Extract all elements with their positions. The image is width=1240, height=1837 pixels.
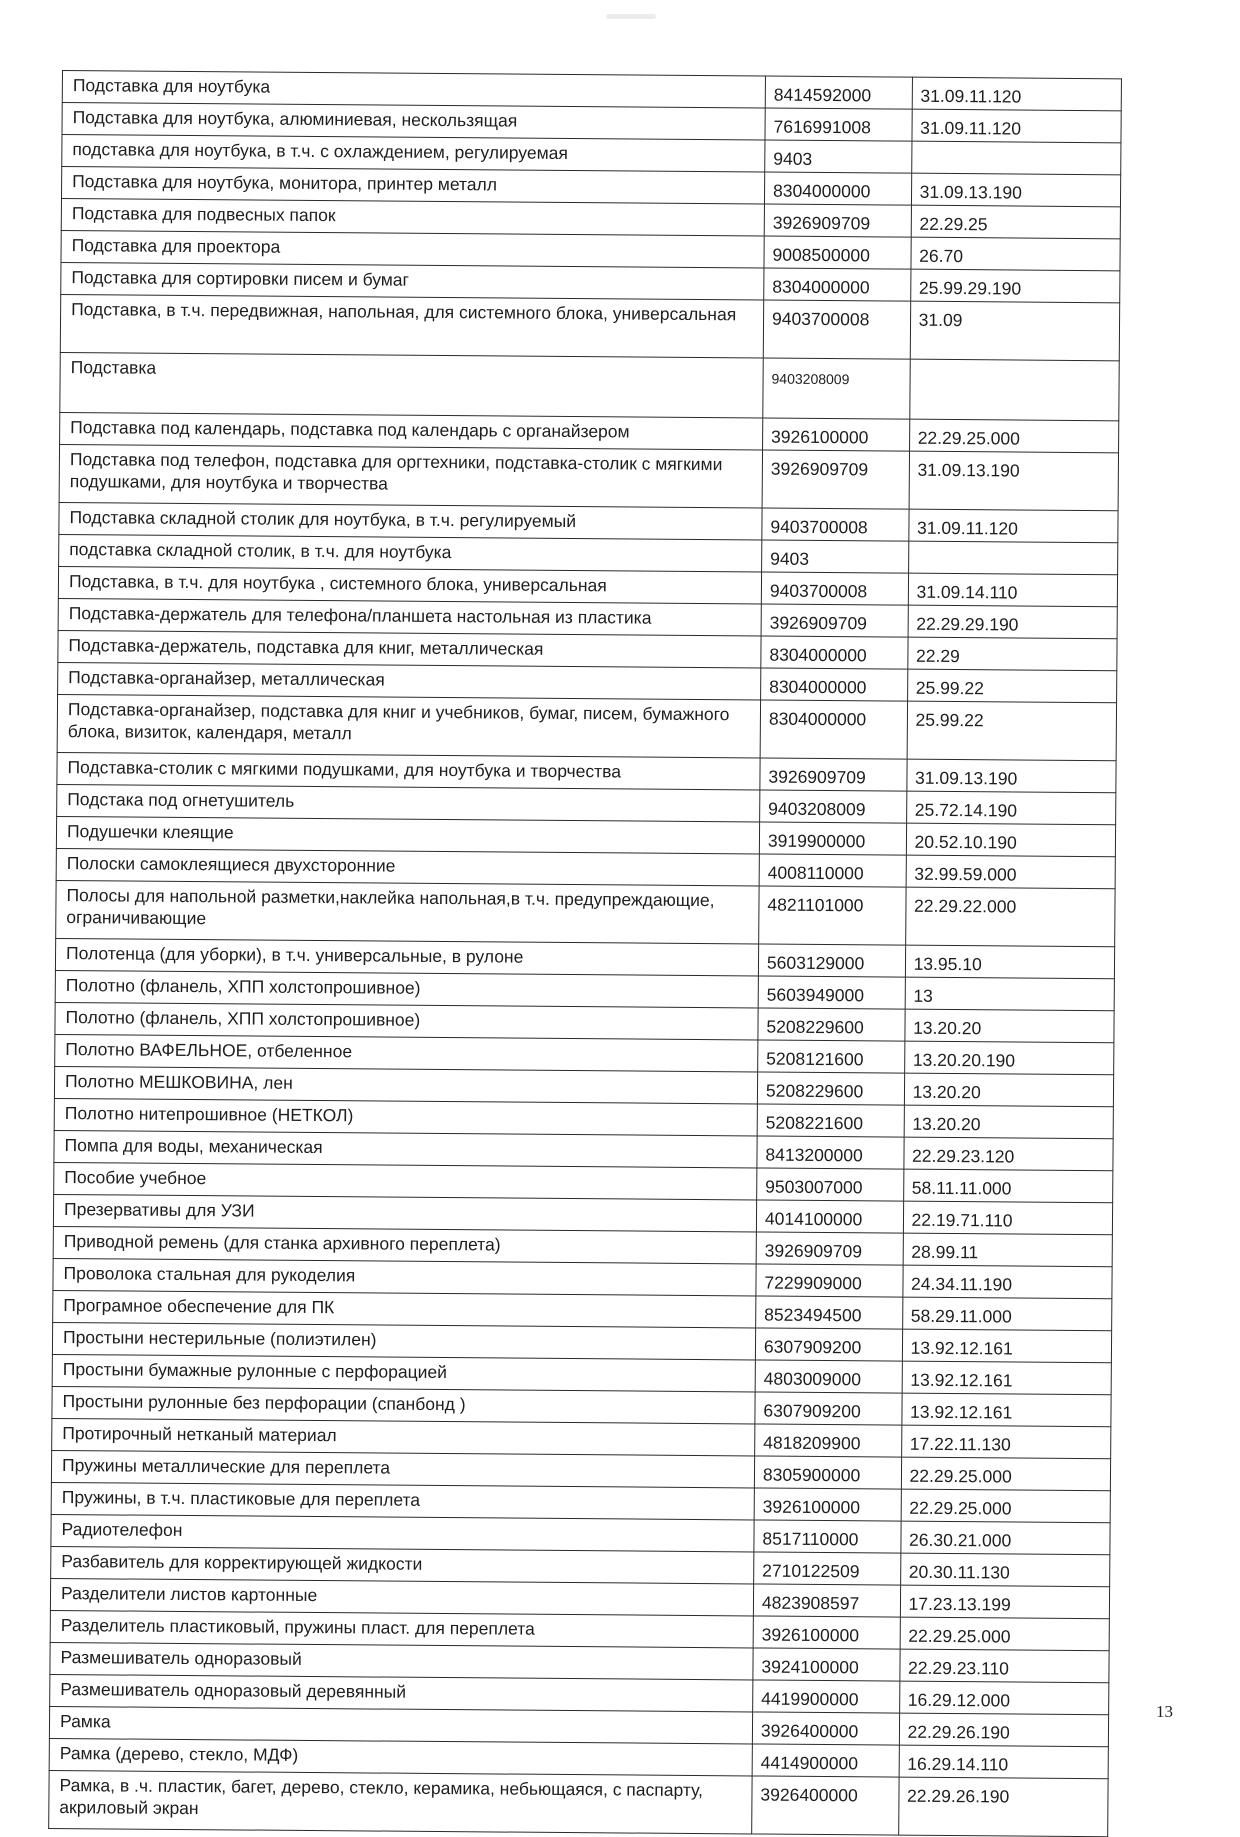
tnved-code-cell: 6307909200 — [755, 1392, 902, 1425]
okpd-code-cell: 31.09.13.190 — [909, 451, 1119, 511]
tnved-code-cell: 3926909709 — [761, 604, 908, 637]
tnved-code-cell: 9403 — [765, 140, 912, 173]
page-number: 13 — [1156, 1702, 1173, 1721]
okpd-code-cell: 22.29.25.000 — [901, 1457, 1111, 1491]
okpd-code-cell: 22.29.26.190 — [898, 1777, 1108, 1837]
item-name-cell: Подставка-держатель для телефона/планшета настольная из пластика — [58, 598, 761, 636]
okpd-code-cell: 22.29.25.000 — [900, 1617, 1110, 1651]
tnved-code-cell: 9403700008 — [761, 572, 908, 605]
item-name-cell: Радиотелефон — [51, 1514, 754, 1552]
tnved-code-cell: 9503007000 — [757, 1168, 904, 1201]
okpd-code-cell: 26.70 — [911, 237, 1121, 271]
tnved-code-cell: 8305900000 — [754, 1456, 901, 1489]
okpd-code-cell: 25.99.29.190 — [910, 269, 1120, 303]
item-name-cell: Рамка (дерево, стекло, МДФ) — [49, 1738, 752, 1776]
tnved-code-cell: 5208121600 — [758, 1040, 905, 1073]
tnved-code-cell: 3926400000 — [752, 1776, 899, 1835]
okpd-code-cell: 13 — [905, 977, 1115, 1011]
tnved-code-cell: 5603129000 — [758, 944, 905, 977]
table-row — [57, 694, 1116, 760]
table-body — [49, 71, 1122, 1837]
item-name-cell: Простыни бумажные рулонные с перфорацией — [52, 1354, 755, 1392]
tnved-code-cell: 3926100000 — [754, 1488, 901, 1521]
item-name-cell: Пособие учебное — [54, 1162, 757, 1200]
okpd-code-cell: 13.92.12.161 — [902, 1329, 1112, 1363]
okpd-code-cell: 13.92.12.161 — [901, 1393, 1111, 1427]
okpd-code-cell: 58.11.11.000 — [903, 1169, 1113, 1203]
tnved-code-cell: 8517110000 — [754, 1520, 901, 1553]
item-name-cell: Подставка для ноутбука, монитора, принтер металл — [61, 167, 764, 205]
okpd-code-cell: 31.09.11.120 — [908, 509, 1118, 543]
item-name-cell: Полотно ВАФЕЛЬНОЕ, отбеленное — [55, 1034, 758, 1072]
item-name-cell: Презервативы для УЗИ — [53, 1194, 756, 1232]
okpd-code-cell: 25.99.22 — [907, 669, 1117, 703]
item-name-cell: подставка для ноутбука, в т.ч. с охлаждением, регулируемая — [62, 135, 765, 173]
tnved-code-cell: 7229909000 — [756, 1264, 903, 1297]
okpd-code-cell: 20.52.10.190 — [906, 823, 1116, 857]
tnved-code-cell: 4419900000 — [753, 1680, 900, 1713]
item-name-cell: Пружины, в т.ч. пластиковые для переплета — [51, 1482, 754, 1520]
tnved-code-cell: 4803009000 — [755, 1360, 902, 1393]
okpd-code-cell: 22.29.25.000 — [909, 419, 1119, 453]
item-name-cell: Рамка, в .ч. пластик, багет, дерево, стекло, керамика, небьющаяся, с паспарту, акриловый экран — [49, 1770, 752, 1834]
item-name-cell: Програмное обеспечение для ПК — [53, 1290, 756, 1328]
okpd-code-cell: 31.09.13.190 — [911, 173, 1121, 207]
product-code-table-wrapper — [48, 70, 1122, 1837]
item-name-cell: Подставка складной столик для ноутбука, в т.ч. регулируемый — [59, 502, 762, 540]
tnved-code-cell: 4818209900 — [755, 1424, 902, 1457]
okpd-code-cell: 13.20.20.190 — [904, 1041, 1114, 1075]
okpd-code-cell: 17.23.13.199 — [900, 1585, 1110, 1619]
okpd-code-cell: 31.09.11.120 — [912, 109, 1122, 143]
okpd-code-cell: 26.30.21.000 — [900, 1521, 1110, 1555]
scan-artifact — [606, 14, 656, 19]
okpd-code-cell: 22.29.25.000 — [901, 1489, 1111, 1523]
table-row — [60, 294, 1119, 360]
okpd-code-cell: 13.95.10 — [905, 945, 1115, 979]
okpd-code-cell: 24.34.11.190 — [902, 1265, 1112, 1299]
okpd-code-cell: 22.29.26.190 — [899, 1713, 1109, 1747]
okpd-code-cell: 16.29.12.000 — [899, 1681, 1109, 1715]
tnved-code-cell: 5208229600 — [757, 1072, 904, 1105]
item-name-cell: Полосы для напольной разметки,наклейка напольная,в т.ч. предупреждающие, ограничивающие — [56, 880, 759, 944]
item-name-cell: Подставка под календарь, подставка под календарь с органайзером — [60, 412, 763, 450]
tnved-code-cell: 9403 — [762, 540, 909, 573]
item-name-cell: Подставка-столик с мягкими подушками, для ноутбука и творчества — [57, 752, 760, 790]
okpd-code-cell: 20.30.11.130 — [900, 1553, 1110, 1587]
tnved-code-cell: 4014100000 — [756, 1200, 903, 1233]
tnved-code-cell: 4821101000 — [759, 886, 906, 945]
item-name-cell: Простыни рулонные без перфорации (спанбонд ) — [52, 1386, 755, 1424]
okpd-code-cell: 22.19.71.110 — [903, 1201, 1113, 1235]
item-name-cell: Подставка-держатель, подставка для книг, металлическая — [58, 630, 761, 668]
tnved-code-cell: 8304000000 — [760, 700, 907, 759]
item-name-cell: Подставка для ноутбука — [62, 71, 765, 109]
table-row — [60, 352, 1119, 420]
item-name-cell: Протирочный нетканый материал — [52, 1418, 755, 1456]
tnved-code-cell: 9403208009 — [760, 790, 907, 823]
item-name-cell: Разделитель пластиковый, пружины пласт. для переплета — [50, 1610, 753, 1648]
tnved-code-cell: 3924100000 — [753, 1648, 900, 1681]
item-name-cell: Простыни нестерильные (полиэтилен) — [52, 1322, 755, 1360]
tnved-code-cell: 5603949000 — [758, 976, 905, 1009]
item-name-cell: Подставка-органайзер, подставка для книг и учебников, бумаг, писем, бумажного блока, визиток, календаря, металл — [57, 694, 760, 758]
okpd-code-cell — [909, 359, 1119, 421]
tnved-code-cell: 4414900000 — [752, 1744, 899, 1777]
tnved-code-cell: 8304000000 — [764, 268, 911, 301]
item-name-cell: Разделители листов картонные — [50, 1578, 753, 1616]
okpd-code-cell — [908, 541, 1118, 575]
okpd-code-cell: 31.09.13.190 — [906, 759, 1116, 793]
okpd-code-cell: 31.09.14.110 — [908, 573, 1118, 607]
okpd-code-cell: 58.29.11.000 — [902, 1297, 1112, 1331]
tnved-code-cell: 8523494500 — [756, 1296, 903, 1329]
item-name-cell: Подставка под телефон, подставка для оргтехники, подставка-столик с мягкими подушками, для ноутбука и творчества — [59, 444, 762, 508]
item-name-cell: Разбавитель для корректирующей жидкости — [51, 1546, 754, 1584]
okpd-code-cell: 13.92.12.161 — [902, 1361, 1112, 1395]
product-code-table — [48, 70, 1122, 1837]
item-name-cell: Полотно МЕШКОВИНА, лен — [54, 1066, 757, 1104]
okpd-code-cell: 17.22.11.130 — [901, 1425, 1111, 1459]
okpd-code-cell: 31.09.11.120 — [912, 77, 1122, 111]
tnved-code-cell: 9403700008 — [763, 300, 910, 359]
tnved-code-cell: 7616991008 — [765, 108, 912, 141]
item-name-cell: Полоски самоклеящиеся двухсторонние — [56, 848, 759, 886]
tnved-code-cell: 5208229600 — [758, 1008, 905, 1041]
table-row — [59, 444, 1118, 510]
tnved-code-cell: 8414592000 — [765, 76, 912, 109]
item-name-cell: Помпа для воды, механическая — [54, 1130, 757, 1168]
tnved-code-cell: 3926100000 — [762, 418, 909, 451]
item-name-cell: Рамка — [49, 1706, 752, 1744]
tnved-code-cell: 5208221600 — [757, 1104, 904, 1137]
item-name-cell: Полотно (фланель, ХПП холстопрошивное) — [55, 970, 758, 1008]
tnved-code-cell: 3926909709 — [762, 450, 909, 509]
tnved-code-cell: 9403700008 — [762, 508, 909, 541]
okpd-code-cell: 25.99.22 — [907, 701, 1117, 761]
item-name-cell: Подстака под огнетушитель — [57, 784, 760, 822]
okpd-code-cell: 22.29.22.000 — [905, 887, 1115, 947]
tnved-code-cell: 2710122509 — [754, 1552, 901, 1585]
tnved-code-cell: 8413200000 — [757, 1136, 904, 1169]
item-name-cell: Полотно нитепрошивное (НЕТКОЛ) — [54, 1098, 757, 1136]
okpd-code-cell — [911, 141, 1121, 175]
okpd-code-cell: 32.99.59.000 — [906, 855, 1116, 889]
item-name-cell: Подставка, в т.ч. для ноутбука , системного блока, универсальная — [58, 566, 761, 604]
tnved-code-cell: 3926400000 — [752, 1712, 899, 1745]
okpd-code-cell: 13.20.20 — [905, 1009, 1115, 1043]
item-name-cell: Подставка для подвесных папок — [61, 198, 764, 236]
item-name-cell: Размешиватель одноразовый деревянный — [50, 1674, 753, 1712]
okpd-code-cell: 16.29.14.110 — [899, 1745, 1109, 1779]
okpd-code-cell: 22.29 — [907, 637, 1117, 671]
okpd-code-cell: 13.20.20 — [904, 1073, 1114, 1107]
tnved-code-cell: 6307909200 — [755, 1328, 902, 1361]
okpd-code-cell: 28.99.11 — [903, 1233, 1113, 1267]
tnved-code-cell: 9008500000 — [764, 236, 911, 269]
okpd-code-cell: 31.09 — [910, 301, 1120, 361]
item-name-cell: Подставка, в т.ч. передвижная, напольная, для системного блока, универсальная — [60, 294, 763, 358]
item-name-cell: Подставка-органайзер, металлическая — [58, 662, 761, 700]
tnved-code-cell: 3919900000 — [759, 822, 906, 855]
item-name-cell: Подушечки клеящие — [56, 816, 759, 854]
tnved-code-cell: 8304000000 — [764, 172, 911, 205]
item-name-cell: Пружины металлические для переплета — [51, 1450, 754, 1488]
item-name-cell: Полотенца (для уборки), в т.ч. универсальные, в рулоне — [55, 938, 758, 976]
item-name-cell: Подставка — [60, 352, 763, 418]
okpd-code-cell: 22.29.25 — [911, 205, 1121, 239]
tnved-code-cell: 3926909709 — [760, 758, 907, 791]
table-row — [49, 1770, 1108, 1836]
tnved-code-cell: 3926100000 — [753, 1616, 900, 1649]
tnved-code-cell: 4823908597 — [753, 1584, 900, 1617]
tnved-code-cell: 4008110000 — [759, 854, 906, 887]
item-name-cell: Размешиватель одноразовый — [50, 1642, 753, 1680]
okpd-code-cell: 22.29.23.110 — [899, 1649, 1109, 1683]
item-name-cell: Подставка для ноутбука, алюминиевая, нескользящая — [62, 103, 765, 141]
item-name-cell: Приводной ремень (для станка архивного переплета) — [53, 1226, 756, 1264]
okpd-code-cell: 25.72.14.190 — [906, 791, 1116, 825]
tnved-code-cell: 8304000000 — [761, 636, 908, 669]
item-name-cell: Полотно (фланель, ХПП холстопрошивное) — [55, 1002, 758, 1040]
tnved-code-cell: 8304000000 — [761, 668, 908, 701]
okpd-code-cell: 13.20.20 — [904, 1105, 1114, 1139]
table-row — [56, 880, 1115, 946]
item-name-cell: подставка складной столик, в т.ч. для ноутбука — [59, 534, 762, 572]
okpd-code-cell: 22.29.23.120 — [904, 1137, 1114, 1171]
item-name-cell: Проволока стальная для рукоделия — [53, 1258, 756, 1296]
item-name-cell: Подставка для сортировки писем и бумаг — [61, 262, 764, 300]
tnved-code-cell: 3926909709 — [764, 204, 911, 237]
okpd-code-cell: 22.29.29.190 — [908, 605, 1118, 639]
tnved-code-cell: 9403208009 — [763, 358, 910, 419]
item-name-cell: Подставка для проектора — [61, 230, 764, 268]
tnved-code-cell: 3926909709 — [756, 1232, 903, 1265]
